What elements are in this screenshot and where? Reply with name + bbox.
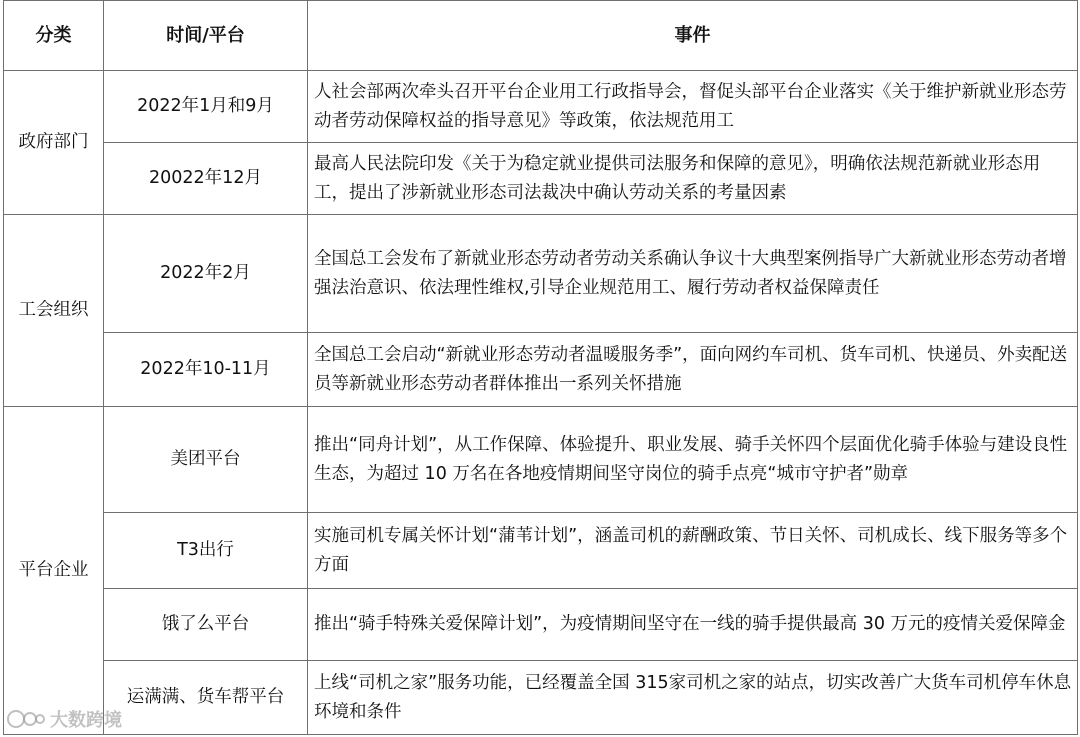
table-row	[4, 215, 1078, 333]
time-cell: 2022年2月	[104, 215, 308, 333]
event-cell: 推出“骑手特殊关爱保障计划”，为疫情期间坚守在一线的骑手提供最高 30 万元的疫情关爱保障金	[308, 589, 1078, 661]
table-row	[4, 513, 1078, 589]
table-row	[4, 661, 1078, 735]
time-cell: 2022年10-11月	[104, 333, 308, 407]
event-cell: 全国总工会启动“新就业形态劳动者温暖服务季”，面向网约车司机、货车司机、快递员、外卖配送员等新就业形态劳动者群体推出一系列关怀措施	[308, 333, 1078, 407]
table-row	[4, 71, 1078, 143]
event-cell: 最高人民法院印发《关于为稳定就业提供司法服务和保障的意见》，明确依法规范新就业形态用工，提出了涉新就业形态司法裁决中确认劳动关系的考量因素	[308, 143, 1078, 215]
header-time-platform: 时间/平台	[104, 1, 308, 71]
event-cell: 上线“司机之家”服务功能，已经覆盖全国 315家司机之家的站点，切实改善广大货车司机停车休息环境和条件	[308, 661, 1078, 735]
table-header-row	[4, 1, 1078, 71]
time-cell: 饿了么平台	[104, 589, 308, 661]
category-cell: 政府部门	[4, 71, 104, 215]
time-cell: 20022年12月	[104, 143, 308, 215]
brand-logo-icon	[6, 707, 46, 731]
header-category: 分类	[4, 1, 104, 71]
time-cell: 2022年1月和9月	[104, 71, 308, 143]
event-cell: 人社会部两次牵头召开平台企业用工行政指导会，督促头部平台企业落实《关于维护新就业形态劳动者劳动保障权益的指导意见》等政策，依法规范用工	[308, 71, 1078, 143]
event-cell: 全国总工会发布了新就业形态劳动者劳动关系确认争议十大典型案例指导广大新就业形态劳动者增强法治意识、依法理性维权,引导企业规范用工、履行劳动者权益保障责任	[308, 215, 1078, 333]
header-event: 事件	[308, 1, 1078, 71]
time-cell: 运满满、货车帮平台	[104, 661, 308, 735]
table-row	[4, 407, 1078, 513]
table-row	[4, 589, 1078, 661]
event-cell: 推出“同舟计划”，从工作保障、体验提升、职业发展、骑手关怀四个层面优化骑手体验与建设良性生态，为超过 10 万名在各地疫情期间坚守岗位的骑手点亮“城市守护者”勋章	[308, 407, 1078, 513]
table-row	[4, 333, 1078, 407]
category-cell: 平台企业	[4, 407, 104, 735]
table-row	[4, 143, 1078, 215]
time-cell: T3出行	[104, 513, 308, 589]
category-cell: 工会组织	[4, 215, 104, 407]
watermark-text: 大数跨境	[50, 710, 122, 731]
time-cell: 美团平台	[104, 407, 308, 513]
policy-events-table	[3, 0, 1078, 735]
event-cell: 实施司机专属关怀计划“蒲苇计划”，涵盖司机的薪酬政策、节日关怀、司机成长、线下服务等多个方面	[308, 513, 1078, 589]
watermark	[6, 705, 122, 733]
